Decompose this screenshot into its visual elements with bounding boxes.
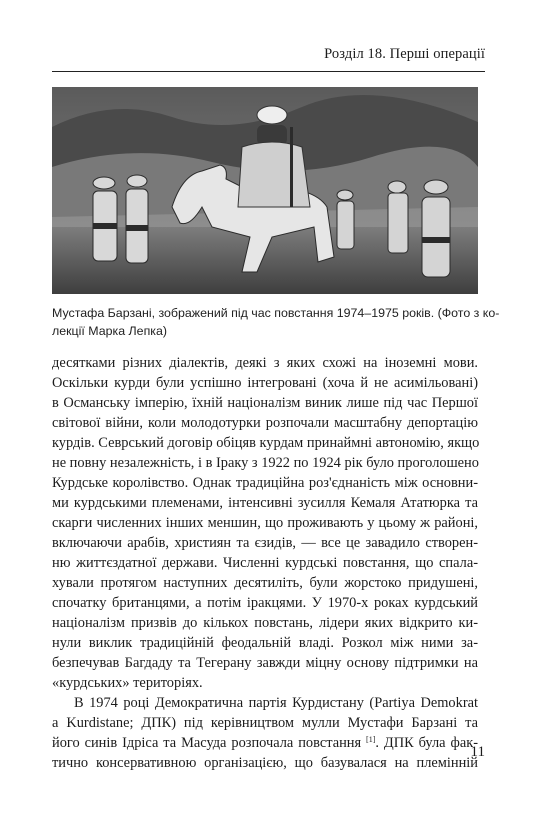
body-line: десятками різних діалектів, деякі з яких схожі на іноземні мови. bbox=[52, 355, 478, 371]
body-line: ми курдськими племенами, інтенсивні зусилля Кемаля Ататюрка та bbox=[52, 495, 478, 511]
caption-line: лекції Марка Лепка) bbox=[52, 323, 167, 338]
body-text bbox=[52, 353, 478, 773]
body-line: тично консервативною організацією, що базувалася на племінній bbox=[52, 755, 478, 771]
body-line: скарги численних інших меншин, що проживають у цьому ж районі, bbox=[52, 515, 478, 531]
body-line: Курдське королівство. Однак традиційна роз'єднаність між основни- bbox=[52, 475, 478, 491]
body-line: світової війни, коли молодотурки розпочали масштабну депортацію bbox=[52, 415, 478, 431]
body-line: хували протягом наступних десятиліть, були жорстоко придушені, bbox=[52, 575, 478, 591]
body-line: ню життєздатної держави. Численні курдські повстання, що спала- bbox=[52, 555, 478, 571]
body-line-text: . ДПК була фак- bbox=[375, 735, 478, 751]
photo bbox=[52, 87, 478, 294]
running-head: Розділ 18. Перші операції bbox=[324, 46, 485, 62]
figure-caption bbox=[52, 305, 500, 340]
body-line: a Kurdistane; ДПК) під керівництвом мулли Мустафи Барзані та bbox=[52, 715, 478, 731]
body-line: «курдських» територіях. bbox=[52, 675, 203, 691]
body-line-text: його синів Ідріса та Масуда розпочала повстання bbox=[52, 735, 367, 751]
body-line: спочатку британцями, а потім іракцями. У 1970-х роках курдський bbox=[52, 595, 478, 611]
page-number: 11 bbox=[470, 744, 485, 760]
body-line: Оскільки курди були успішно інтегровані (хоча й не асимільовані) bbox=[52, 375, 478, 391]
body-line: курдів. Севрський договір обіцяв курдам принаймні автономію, якщо bbox=[52, 435, 480, 451]
body-line: В 1974 році Демократична партія Курдистану (Partiya Demokrat bbox=[74, 695, 478, 711]
body-line: безпечував Багдаду та Тегерану завжди міцну основу підтримки на bbox=[52, 655, 478, 671]
body-line bbox=[52, 733, 478, 753]
body-line: в Османську імперію, їхній націоналізм виник лише під час Першої bbox=[52, 395, 478, 411]
body-line: нули виклик традиційній феодальній владі. Розкол між ними за- bbox=[52, 635, 478, 651]
body-line: не повну незалежність, і в Іраку з 1922 по 1924 рік було проголошено bbox=[52, 455, 479, 471]
footnote-reference[interactable]: [1] bbox=[366, 735, 376, 744]
body-line: включаючи арабів, християн та єзидів, — все це завадило створен- bbox=[52, 535, 478, 551]
header-rule bbox=[52, 71, 485, 72]
caption-line: Мустафа Барзані, зображений під час повстання 1974–1975 років. (Фото з ко- bbox=[52, 306, 500, 320]
body-line: націоналізм призвів до кількох повстань, лідери яких відкрито ки- bbox=[52, 615, 478, 631]
